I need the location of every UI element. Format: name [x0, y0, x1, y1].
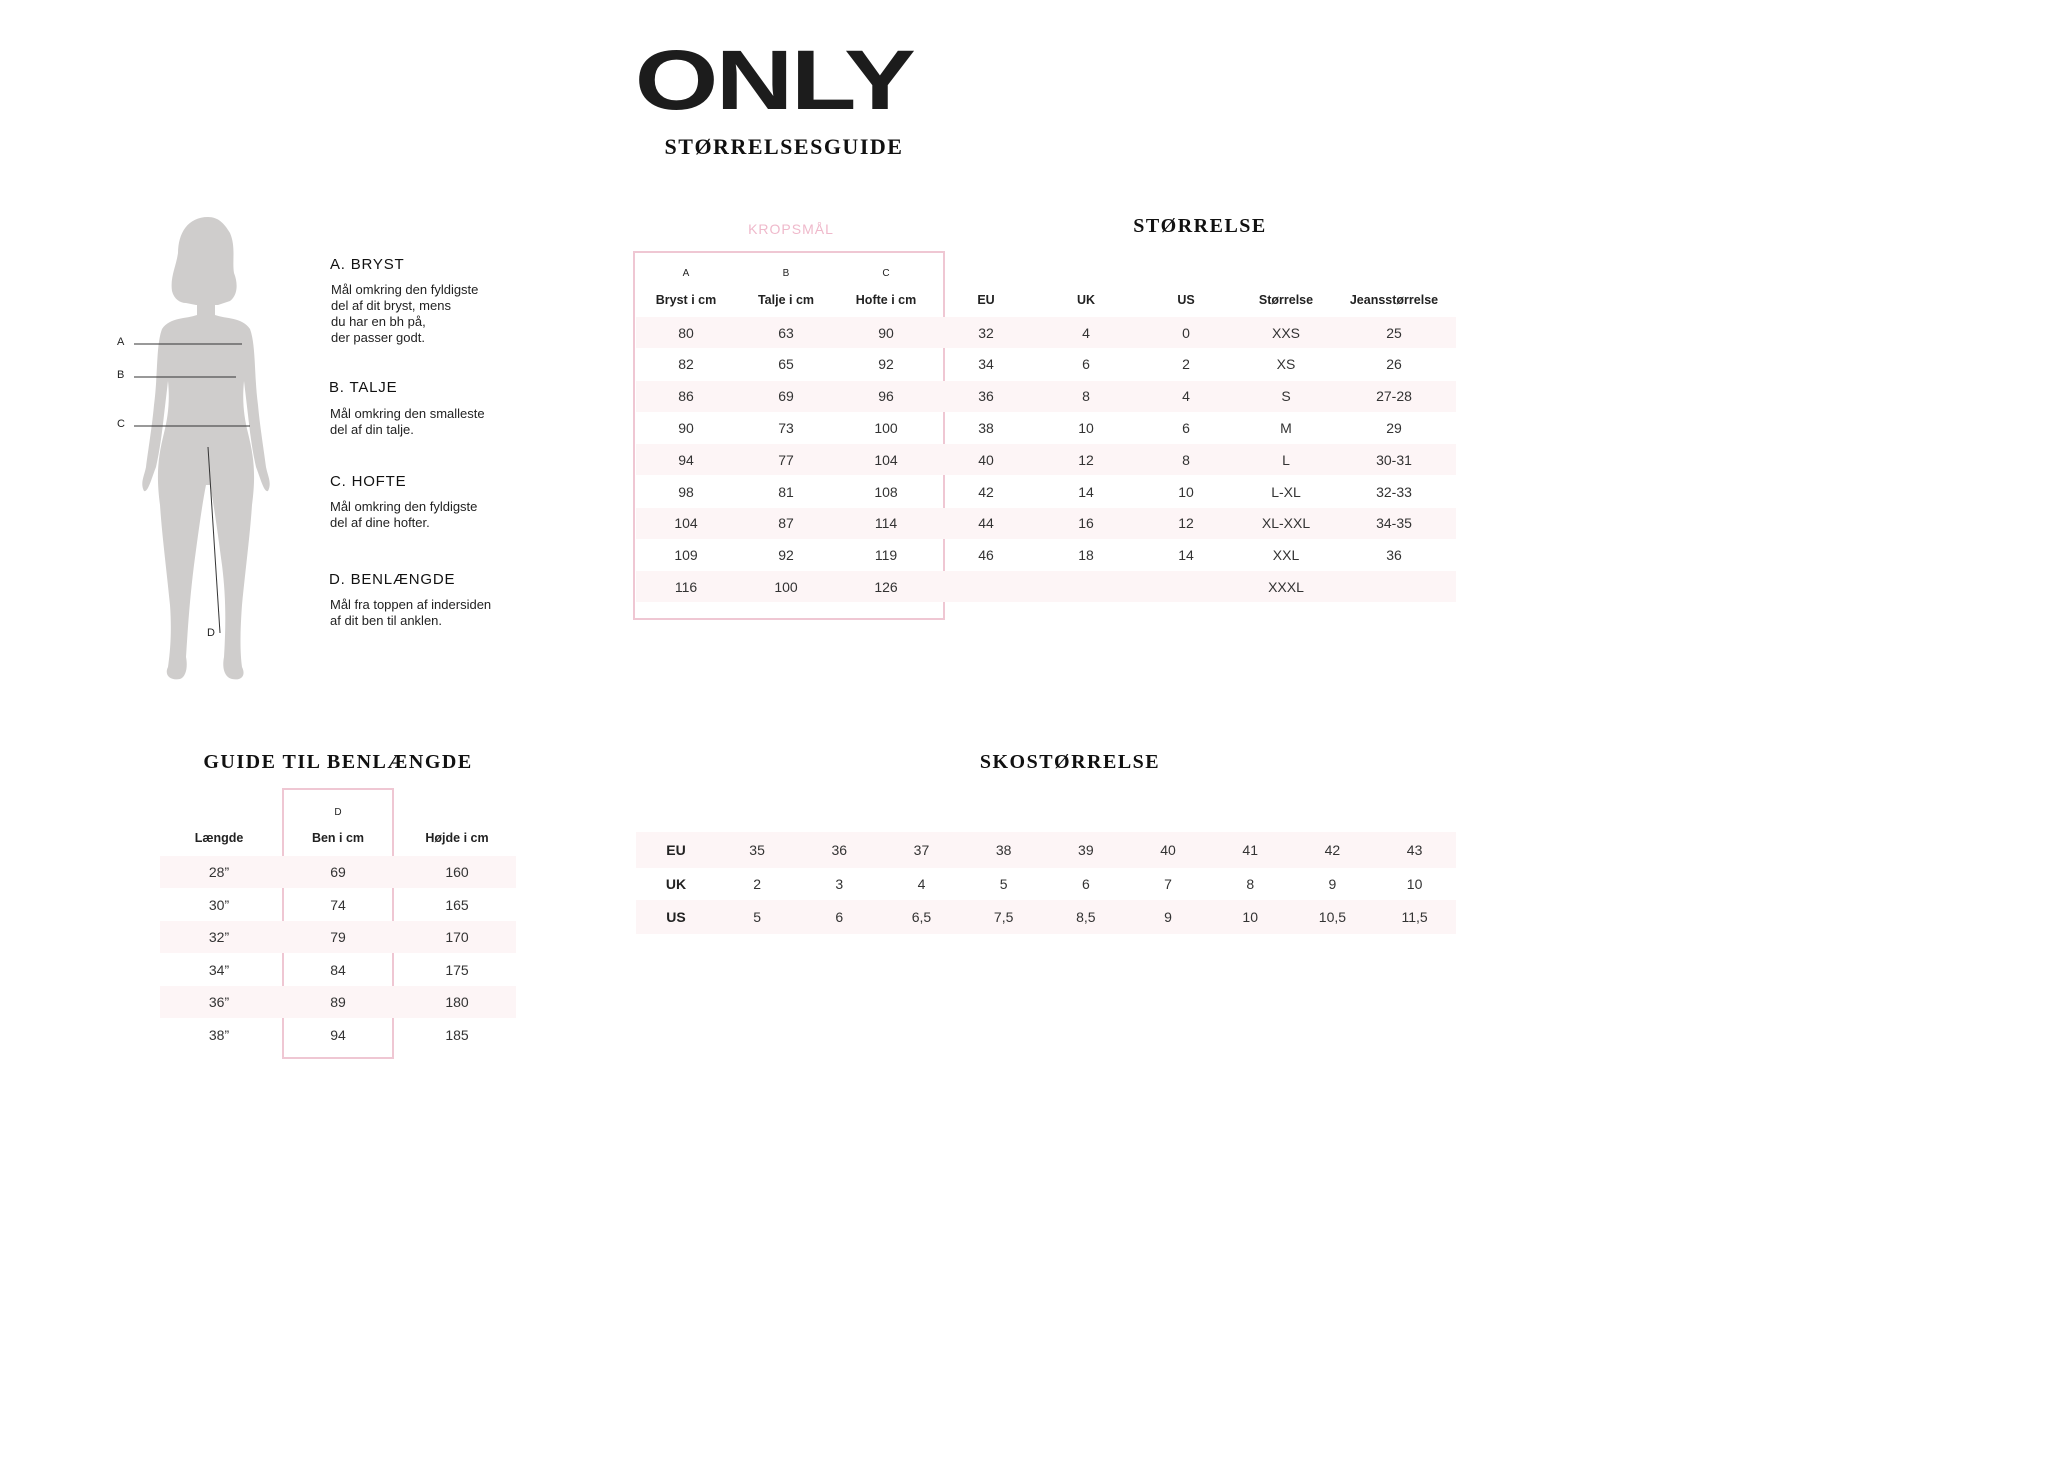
- size-cell: 26: [1386, 356, 1402, 373]
- shoe-cell: 7: [1164, 876, 1172, 892]
- size-cell: 4: [1082, 324, 1090, 341]
- letter-d: D: [334, 807, 342, 818]
- size-cell: 80: [678, 324, 694, 341]
- shoe-cell: 5: [753, 909, 761, 925]
- shoe-cell: 38: [995, 842, 1012, 858]
- hofte-text: Mål omkring den fyldigste del af dine hofter.: [330, 499, 478, 530]
- leg-cell: 170: [445, 929, 469, 945]
- size-table-letters: [636, 268, 1456, 282]
- size-cell: 63: [778, 324, 794, 341]
- size-cell: S: [1281, 388, 1291, 405]
- header-jeansstoerrelse: Jeansstørrelse: [1349, 293, 1439, 307]
- size-cell: 126: [874, 578, 898, 595]
- talje-heading: B. TALJE: [329, 379, 398, 396]
- talje-text: Mål omkring den smalleste del af din talje.: [330, 406, 485, 437]
- leg-row: [160, 954, 516, 986]
- size-cell: 81: [778, 483, 794, 500]
- size-cell: 8: [1082, 388, 1090, 405]
- size-cell: 18: [1078, 547, 1094, 564]
- size-cell: 38: [978, 419, 994, 436]
- size-cell: 114: [874, 515, 898, 532]
- shoe-cell: 8,5: [1076, 909, 1096, 925]
- size-row: [636, 476, 1456, 507]
- size-table-title: STØRRELSE: [1133, 215, 1267, 237]
- shoe-cell: 40: [1160, 842, 1176, 858]
- size-cell: 90: [878, 324, 894, 341]
- size-cell: 100: [774, 578, 798, 595]
- leg-cell: 36”: [208, 994, 230, 1010]
- size-table: [636, 260, 1456, 610]
- size-cell: 36: [1386, 547, 1402, 564]
- size-cell: 98: [678, 483, 694, 500]
- shoe-table-title: SKOSTØRRELSE: [979, 751, 1161, 773]
- header-eu: EU: [977, 293, 995, 307]
- label-a: A: [117, 336, 125, 348]
- size-cell: 25: [1386, 324, 1402, 341]
- leg-cell: 30”: [208, 896, 230, 913]
- size-row: [636, 571, 1456, 602]
- size-cell: 14: [1078, 483, 1094, 500]
- size-cell: 65: [778, 356, 794, 373]
- size-cell: 16: [1078, 515, 1094, 532]
- letter-b: B: [782, 268, 790, 279]
- size-cell: XL-XXL: [1261, 515, 1311, 532]
- benlaengde-text: Mål fra toppen af indersiden af dit ben til anklen.: [330, 597, 492, 628]
- size-cell: 82: [678, 356, 694, 373]
- shoe-cell: 35: [749, 842, 765, 858]
- size-cell: 10: [1178, 483, 1194, 500]
- header-laengde: Længde: [194, 831, 244, 845]
- size-cell: 86: [678, 388, 694, 405]
- shoe-cell: 6: [1081, 876, 1090, 892]
- leg-cell: 160: [445, 864, 469, 880]
- size-cell: 87: [778, 515, 794, 532]
- size-row: [636, 540, 1456, 571]
- shoe-row-label: US: [666, 909, 686, 925]
- label-c: C: [117, 418, 125, 430]
- size-cell: 46: [978, 547, 994, 564]
- size-cell: 92: [778, 547, 794, 564]
- header-hoejde: Højde i cm: [425, 831, 489, 845]
- size-cell: 36: [978, 388, 994, 405]
- shoe-cell: 42: [1324, 842, 1341, 858]
- body-figure: [100, 205, 300, 695]
- shoe-cell: 37: [913, 842, 930, 858]
- shoe-cell: 9: [1164, 909, 1172, 925]
- shoe-cell: 4: [917, 876, 926, 892]
- size-row: [636, 508, 1456, 539]
- size-cell: 10: [1078, 419, 1094, 436]
- size-cell: 116: [674, 578, 698, 595]
- leg-row: [160, 921, 516, 953]
- shoe-row-label: UK: [665, 876, 687, 892]
- size-cell: L-XL: [1271, 483, 1301, 500]
- size-cell: XXXL: [1268, 578, 1304, 595]
- header-bryst: Bryst i cm: [655, 293, 717, 307]
- shoe-cell: 2: [753, 876, 761, 892]
- hofte-heading: C. HOFTE: [330, 473, 407, 490]
- size-cell: 30-31: [1376, 451, 1412, 468]
- header-talje: Talje i cm: [757, 293, 815, 307]
- size-cell: 90: [678, 419, 694, 436]
- leg-cell: 28”: [208, 864, 230, 880]
- size-cell: 119: [874, 547, 898, 564]
- silhouette: [142, 217, 269, 679]
- header-us: US: [1177, 293, 1195, 307]
- shoe-cell: 8: [1246, 876, 1255, 892]
- shoe-cell: 11,5: [1401, 909, 1428, 925]
- leg-cell: 69: [330, 864, 346, 880]
- size-row: [636, 412, 1456, 443]
- size-row: [636, 444, 1456, 475]
- spacer: [160, 807, 278, 818]
- leg-cell: 180: [445, 994, 469, 1010]
- size-cell: 108: [874, 483, 898, 500]
- size-cell: 32: [978, 324, 994, 341]
- leg-cell: 84: [330, 961, 346, 978]
- header-ben: Ben i cm: [311, 831, 365, 845]
- label-b: B: [117, 369, 125, 381]
- size-cell: XXS: [1271, 324, 1300, 341]
- shoe-cell: 3: [835, 876, 844, 892]
- label-d: D: [207, 627, 215, 639]
- size-cell: 73: [778, 419, 794, 436]
- header-uk: UK: [1076, 293, 1096, 307]
- leg-cell: 165: [445, 896, 469, 913]
- size-cell: 77: [778, 451, 794, 468]
- size-cell: 27-28: [1376, 388, 1412, 405]
- shoe-cell: 10,5: [1318, 909, 1347, 925]
- size-cell: 29: [1386, 419, 1402, 436]
- size-cell: 44: [978, 515, 994, 532]
- leg-row: [160, 1019, 516, 1051]
- leg-cell: 38”: [208, 1026, 230, 1043]
- size-cell: 12: [1078, 451, 1094, 468]
- leg-table-header: [160, 831, 516, 845]
- size-cell: 104: [874, 451, 898, 468]
- header-stoerrelse: Størrelse: [1258, 293, 1314, 307]
- size-row: [636, 349, 1456, 380]
- size-cell: M: [1280, 419, 1292, 436]
- size-cell: XS: [1276, 356, 1296, 373]
- shoe-row-label: EU: [666, 842, 686, 858]
- shoe-cell: 7,5: [993, 909, 1014, 925]
- bryst-text: Mål omkring den fyldigste del af dit bryst, mens du har en bh på, der passer godt.: [331, 282, 479, 345]
- size-cell: 69: [778, 388, 794, 405]
- size-cell: 12: [1178, 515, 1194, 532]
- shoe-cell: 10: [1242, 909, 1258, 925]
- leg-cell: 32”: [208, 929, 230, 945]
- leg-table: [160, 800, 516, 1055]
- shoe-cell: 6,5: [911, 909, 932, 925]
- size-row: [636, 381, 1456, 412]
- size-cell: 34-35: [1376, 515, 1412, 532]
- shoe-cell: 41: [1242, 842, 1258, 858]
- shoe-cell: 6: [835, 909, 844, 925]
- leg-cell: 175: [445, 961, 469, 978]
- leg-cell: 94: [330, 1026, 346, 1043]
- leg-table-letter-row: [160, 807, 516, 818]
- bryst-heading: A. BRYST: [330, 256, 405, 273]
- size-cell: 0: [1182, 324, 1190, 341]
- shoe-cell: 43: [1406, 842, 1423, 858]
- leg-row: [160, 856, 516, 888]
- size-cell: XXL: [1272, 547, 1300, 564]
- size-cell: 96: [878, 388, 894, 405]
- leg-row: [160, 986, 516, 1018]
- leg-cell: 79: [330, 929, 346, 945]
- size-cell: 2: [1182, 356, 1190, 373]
- leg-row: [160, 889, 516, 921]
- shoe-cell: 5: [999, 876, 1008, 892]
- size-cell: 4: [1182, 388, 1190, 405]
- size-cell: 109: [674, 547, 698, 564]
- size-cell: 42: [978, 483, 994, 500]
- shoe-row: [636, 832, 1456, 868]
- kropsmal-label: KROPSMÅL: [748, 221, 834, 237]
- letter-a: A: [682, 268, 690, 279]
- size-cell: 92: [878, 356, 894, 373]
- shoe-row: [636, 900, 1456, 934]
- leg-cell: 89: [330, 994, 346, 1010]
- shoe-table: [636, 832, 1456, 936]
- header-hofte: Hofte i cm: [855, 293, 917, 307]
- letter-c: C: [882, 268, 890, 279]
- shoe-cell: 36: [831, 842, 848, 858]
- size-cell: 34: [978, 356, 994, 373]
- size-cell: 8: [1182, 451, 1190, 468]
- size-cell: 104: [674, 515, 698, 532]
- size-cell: 6: [1182, 419, 1190, 436]
- page-title: STØRRELSESGUIDE: [664, 134, 904, 159]
- size-row: [636, 317, 1456, 348]
- leg-cell: 185: [445, 1026, 469, 1043]
- shoe-cell: 10: [1406, 876, 1423, 892]
- brand-logo: ONLY: [634, 33, 914, 127]
- size-cell: 94: [678, 451, 694, 468]
- shoe-cell: 39: [1078, 842, 1094, 858]
- leg-cell: 34”: [208, 961, 230, 978]
- shoe-cell: 9: [1328, 876, 1337, 892]
- leg-table-title: GUIDE TIL BENLÆNGDE: [203, 751, 473, 773]
- size-cell: L: [1282, 451, 1290, 468]
- size-table-header: [636, 293, 1456, 309]
- shoe-row: [636, 868, 1456, 900]
- size-cell: 6: [1082, 356, 1090, 373]
- size-cell: 14: [1178, 547, 1194, 564]
- size-cell: 100: [874, 419, 898, 436]
- benlaengde-heading: D. BENLÆNGDE: [329, 571, 456, 588]
- size-cell: 40: [978, 451, 994, 468]
- leg-cell: 74: [330, 896, 346, 913]
- size-cell: 32-33: [1376, 483, 1412, 500]
